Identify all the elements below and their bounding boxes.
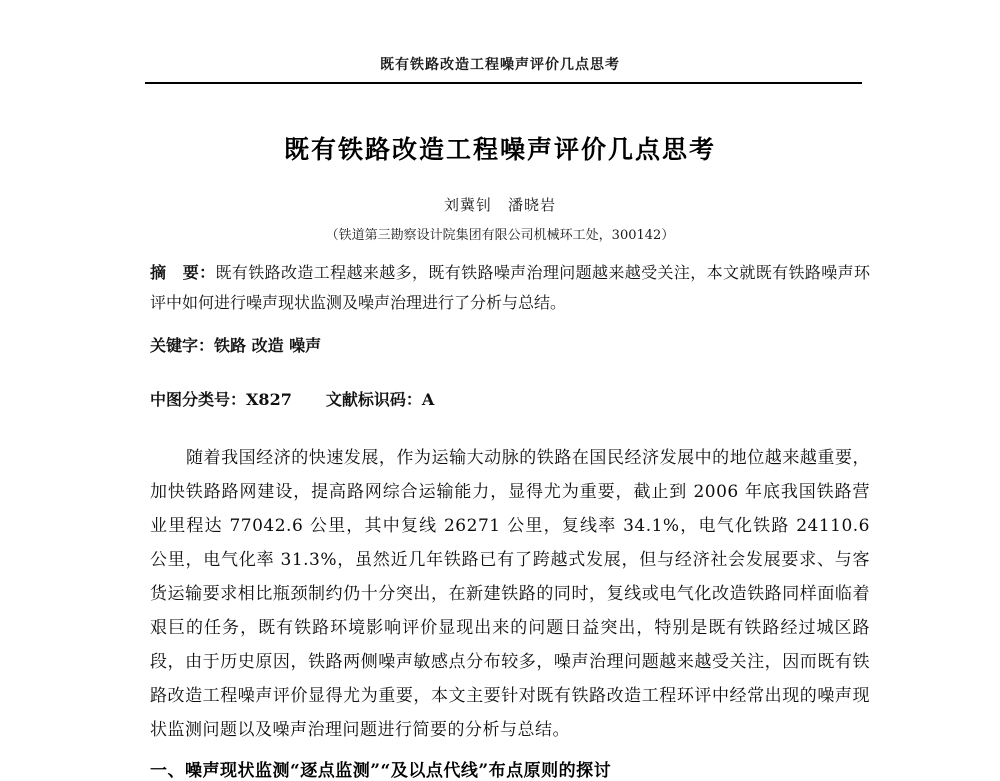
doc-code-pair bbox=[326, 390, 434, 409]
authors-line: 刘冀钊 潘晓岩 bbox=[443, 196, 556, 214]
abstract-text: 既有铁路改造工程越来越多，既有铁路噪声治理问题越来越受关注，本文就既有铁路噪声环评中如何进行噪声现状监测及噪声治理进行了分析与总结。 bbox=[150, 263, 870, 312]
running-title: 既有铁路改造工程噪声评价几点思考 bbox=[380, 57, 620, 73]
affiliation-line: （铁道第三勘察设计院集团有限公司机械环工处，300142） bbox=[325, 228, 675, 243]
paper-title: 既有铁路改造工程噪声评价几点思考 bbox=[283, 135, 716, 164]
doc-code-value: A bbox=[421, 390, 435, 409]
clc-pair bbox=[150, 390, 292, 409]
section-heading: 一、噪声现状监测“逐点监测”“及以点代线”布点原则的探讨 bbox=[150, 761, 612, 781]
doc-code-label: 文献标识码： bbox=[325, 390, 422, 409]
abstract-paragraph bbox=[150, 258, 870, 318]
keywords-text: 铁路 改造 噪声 bbox=[214, 336, 322, 355]
classification-line bbox=[150, 387, 870, 410]
clc-value: X827 bbox=[246, 390, 292, 409]
keywords-line bbox=[150, 333, 870, 356]
abstract-label: 摘 要： bbox=[150, 263, 216, 282]
keywords-label: 关键字： bbox=[150, 336, 215, 355]
body-paragraph: 随着我国经济的快速发展，作为运输大动脉的铁路在国民经济发展中的地位越来越重要，加快铁路路网建设，提高路网综合运输能力，显得尤为重要，截止到 2006 年底我国铁路营业里程达 77042.6 公里，其中复线 26271 公里，复线率 34.1%，电气化铁路 24110.6 公里，电气化率 31.3%，虽然近几年铁路已有了跨越式发展，但与经济社会发展要求、与客货运输要求相比瓶颈制约仍十分突出，在新建铁路的同时，复线或电气化改造铁路同样面临着艰巨的任务，既有铁路环境影响评价显现出来的问题日益突出，特别是既有铁路经过城区路段，由于历史原因，铁路两侧噪声敏感点分布较多，噪声治理问题越来越受关注，因而既有铁路改造工程噪声评价显得尤为重要，本文主要针对既有铁路改造工程环评中经常出现的噪声现状监测问题以及噪声治理问题进行简要的分析与总结。 bbox=[150, 448, 870, 740]
clc-label: 中图分类号： bbox=[150, 390, 247, 409]
header-rule bbox=[145, 82, 862, 84]
page-content bbox=[0, 258, 1000, 781]
